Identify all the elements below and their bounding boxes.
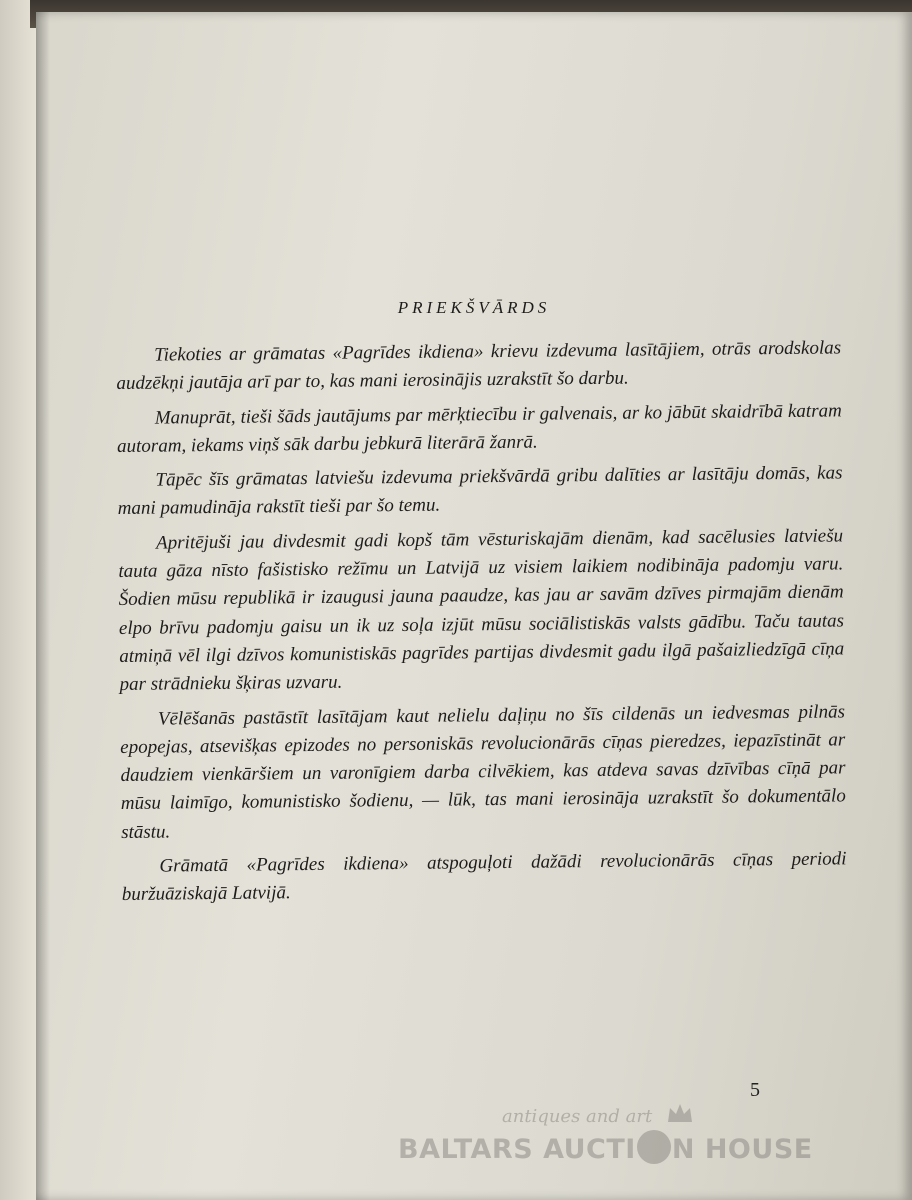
auction-watermark — [398, 1100, 838, 1170]
watermark-tagline: antiques and art — [502, 1106, 653, 1127]
watermark-brand-part-2: N HOUSE — [671, 1134, 813, 1165]
page-gutter-shadow — [36, 12, 50, 1200]
paragraph-1: Tiekoties ar grāmatas «Pagrīdes ikdiena» krievu izdevuma lasītājiem, otrās arodskolas audzēkņi jautāja arī par to, kas mani ierosinājis uzrakstīt šo darbu. — [116, 337, 842, 395]
page-heading: PRIEKŠVĀRDS — [397, 298, 551, 317]
paragraph-6: Grāmatā «Pagrīdes ikdiena» atspoguļoti dažādi revolucionārās cīņas periodi buržuāziskajā Latvijā. — [121, 848, 847, 906]
watermark-brand-part-1: BALTARS AUCTI — [398, 1134, 636, 1165]
watermark-o-circle-icon — [637, 1130, 671, 1164]
paragraph-2: Manuprāt, tieši šāds jautājums par mērķtiecību ir galvenais, ar ko jābūt skaidrībā katram autoram, iekams viņš sāk darbu jebkurā literārā žanrā. — [116, 399, 842, 457]
paragraph-4: Apritējuši jau divdesmit gadi kopš tām vēsturiskajām dienām, kad sacēlusies latviešu tauta gāza nīsto fašistisko režīmu un Latvijā uz visiem laikiem nodibināja padomju varu. Šodien mūsu republikā ir izaugusi jauna paaudze, kas jau ar savām dzīves pirmajām dienām elpo brīvu padomju gaisu un ik uz soļa izjūt mūsu sociālistiskās valsts gādību. Taču tautas atmiņā vēl ilgi dzīvos komunistiskās pagrīdes partijas divdesmit gadu ilgā pašaizliedzīgā cīņa par strādnieku šķiras uzvaru. — [118, 525, 845, 696]
paragraph-5: Vēlēšanās pastāstīt lasītājam kaut nelielu daļiņu no šīs cildenās un iedvesmas pilnās epopejas, atsevišķas epizodes no personiskās revolucionārās cīņas pieredzes, iepazīstināt ar daudziem vienkāršiem un varonīgiem darba cilvēkiem, kas atdeva savas dzīvības cīņā par mūsu laimīgo, komunistisko šodienu, — lūk, tas mani ierosināja uzrakstīt šo dokumentālo stāstu. — [120, 700, 846, 843]
foreword-text — [116, 334, 847, 915]
watermark-brand — [398, 1130, 813, 1165]
paragraph-3: Tāpēc šīs grāmatas latviešu izdevuma priekšvārdā gribu dalīties ar lasītāju domās, kas mani pamudināja rakstīt tieši par šo temu. — [117, 462, 843, 520]
book-page — [36, 12, 912, 1200]
page-number: 5 — [750, 1079, 760, 1101]
crown-icon — [666, 1102, 694, 1124]
